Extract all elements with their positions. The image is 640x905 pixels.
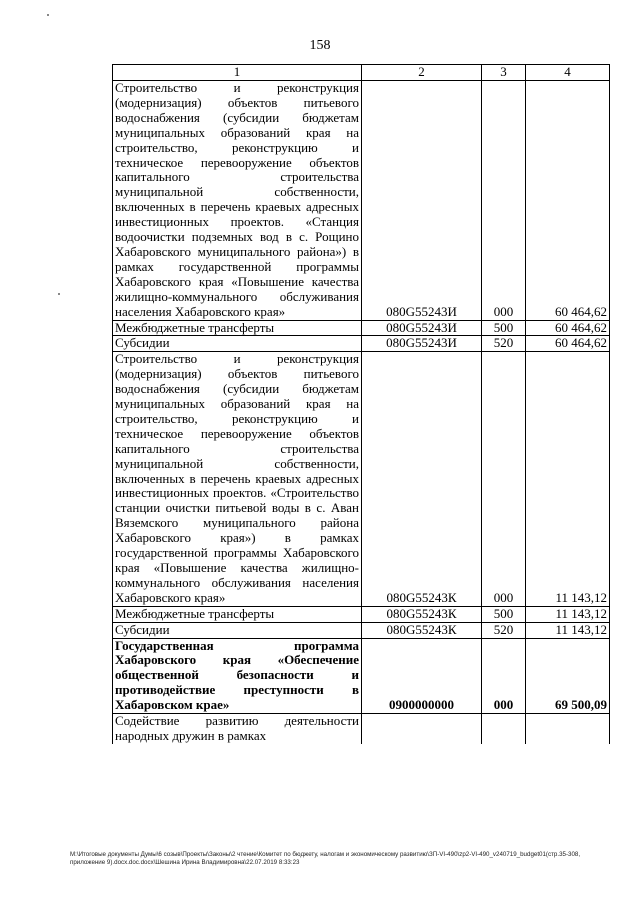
budget-table xyxy=(112,64,610,744)
table-row xyxy=(113,714,610,744)
header-col-2: 2 xyxy=(362,65,482,81)
header-col-4: 4 xyxy=(526,65,610,81)
row-amount-cell xyxy=(526,714,610,744)
row-type-cell: 500 xyxy=(482,606,526,622)
row-amount-cell: 11 143,12 xyxy=(526,622,610,638)
table-row xyxy=(113,606,610,622)
row-code-cell: 080G55243К xyxy=(362,622,482,638)
row-code-cell: 080G55243И xyxy=(362,336,482,352)
header-col-1: 1 xyxy=(113,65,362,81)
row-code-cell: 080G55243К xyxy=(362,606,482,622)
row-type-cell: 000 xyxy=(482,352,526,606)
row-code-cell: 080G55243К xyxy=(362,352,482,606)
page-number: 158 xyxy=(309,38,331,53)
scan-speck xyxy=(58,293,60,295)
table-row xyxy=(113,336,610,352)
row-type-cell: 520 xyxy=(482,622,526,638)
table-row xyxy=(113,352,610,606)
row-name-cell: Субсидии xyxy=(113,336,362,352)
row-type-cell xyxy=(482,714,526,744)
row-name-cell: Содействие развитию деятельности народных дружин в рамках xyxy=(113,714,362,744)
row-code-cell: 0900000000 xyxy=(362,638,482,714)
table-row xyxy=(113,638,610,714)
document-file-path-footer: M:\Итоговые документы Думы\6 созыв\Проекты\Законы\2 чтение\Комитет по бюджету, налогам и экономическому развитию\ЗП-VI-490\zp2-VI-490_v240719_budget01(стр.35-308, приложение 9).docx.doc.docx\Шешина Ирина Владимировна\22.07.2019 8:33:23 xyxy=(70,851,581,866)
row-code-cell: 080G55243И xyxy=(362,81,482,321)
row-name-cell: Государственная программа Хабаровского края «Обеспечение общественной безопасности и противодействие преступности в Хабаровском крае» xyxy=(113,638,362,714)
row-type-cell: 500 xyxy=(482,320,526,336)
table-row xyxy=(113,622,610,638)
row-amount-cell: 69 500,09 xyxy=(526,638,610,714)
row-name-cell: Субсидии xyxy=(113,622,362,638)
row-amount-cell: 11 143,12 xyxy=(526,352,610,606)
row-amount-cell: 60 464,62 xyxy=(526,336,610,352)
row-amount-cell: 11 143,12 xyxy=(526,606,610,622)
table-row xyxy=(113,320,610,336)
row-name-cell: Строительство и реконструкция (модернизация) объектов питьевого водоснабжения (субсидии бюджетам муниципальных образований края на строительство, реконструкцию и техническое перевооружение объектов капитального строительства муниципальной собственности, включенных в перечень краевых адресных инвестиционных проектов. «Станция водоочистки подземных вод в с. Рощино Хабаровского муниципального района») в рамках государственной программы Хабаровского края «Повышение качества жилищно-коммунального обслуживания населения Хабаровского края» xyxy=(113,81,362,321)
row-name-cell: Строительство и реконструкция (модернизация) объектов питьевого водоснабжения (субсидии бюджетам муниципальных образований края на строительство, реконструкцию и техническое перевооружение объектов капитального строительства муниципальной собственности, включенных в перечень краевых адресных инвестиционных проектов. «Строительство станции очистки питьевой воды в с. Аван Вяземского муниципального района Хабаровского края») в рамках государственной программы Хабаровского края «Повышение качества жилищно-коммунального обслуживания населения Хабаровского края» xyxy=(113,352,362,606)
scan-speck xyxy=(47,14,49,16)
row-type-cell: 000 xyxy=(482,638,526,714)
row-amount-cell: 60 464,62 xyxy=(526,81,610,321)
header-col-3: 3 xyxy=(482,65,526,81)
row-name-cell: Межбюджетные трансферты xyxy=(113,320,362,336)
row-amount-cell: 60 464,62 xyxy=(526,320,610,336)
row-code-cell: 080G55243И xyxy=(362,320,482,336)
row-code-cell xyxy=(362,714,482,744)
table-row xyxy=(113,81,610,321)
row-type-cell: 520 xyxy=(482,336,526,352)
row-type-cell: 000 xyxy=(482,81,526,321)
table-body xyxy=(113,81,610,744)
row-name-cell: Межбюджетные трансферты xyxy=(113,606,362,622)
table-header-row xyxy=(113,65,610,81)
